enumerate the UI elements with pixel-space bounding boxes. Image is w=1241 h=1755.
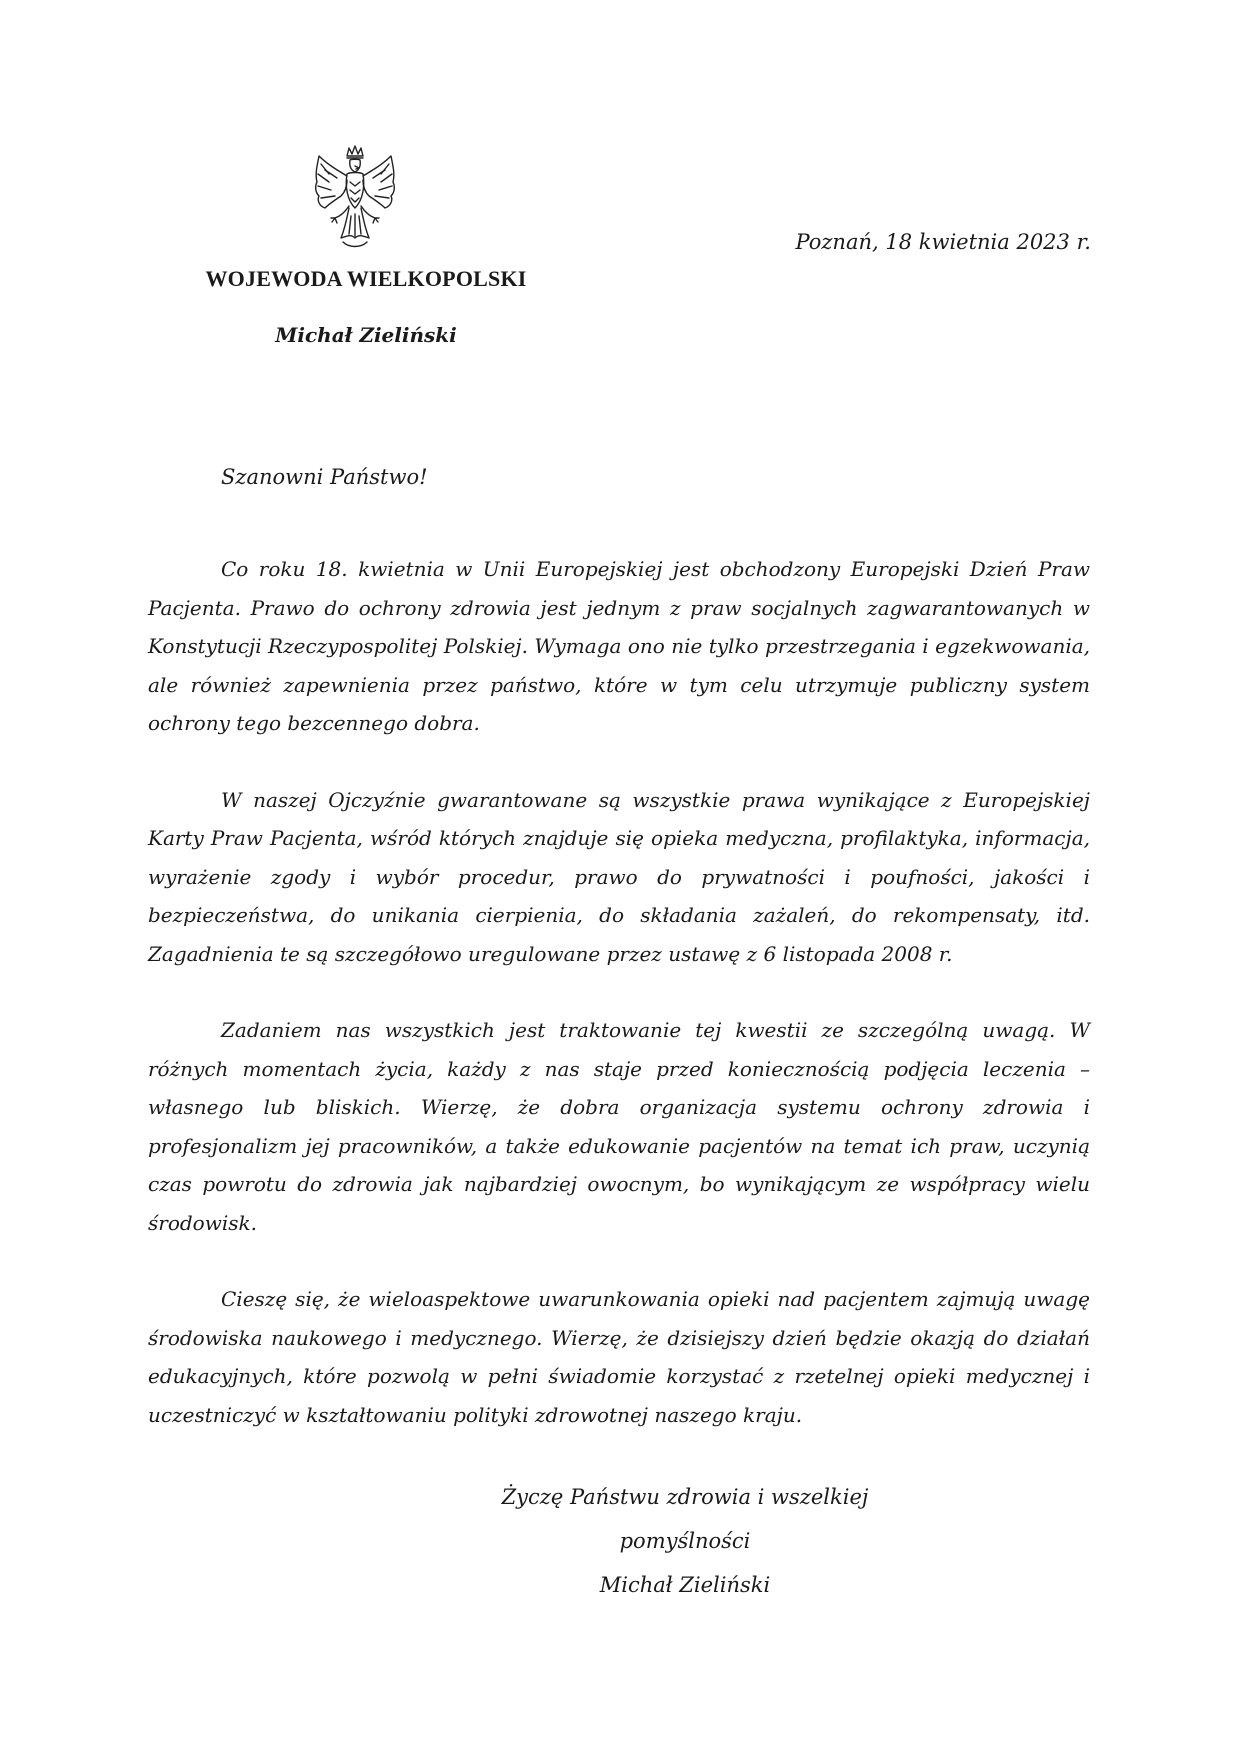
closing-block — [440, 1475, 930, 1607]
letter-body — [148, 550, 1090, 1472]
closing-wish: Życzę Państwu zdrowia i wszelkiej pomyślności — [501, 1485, 869, 1553]
closing-signature: Michał Zieliński — [599, 1573, 771, 1597]
paragraph: Cieszę się, że wieloaspektowe uwarunkowania opieki nad pacjentem zajmują uwagę środowiska naukowego i medycznego. Wierzę, że dzisiejszy dzień będzie okazją do działań edukacyjnych, które pozwolą w pełni świadomie korzystać z rzetelnej opieki medycznej i uczestniczyć w kształtowaniu polityki zdrowotnej naszego kraju. — [148, 1287, 1090, 1427]
paragraph: W naszej Ojczyźnie gwarantowane są wszystkie prawa wynikające z Europejskiej Karty Praw Pacjenta, wśród których znajduje się opieka medyczna, profilaktyka, informacja, wyrażenie zgody i wybór procedur, prawo do prywatności i poufności, jakości i bezpieczeństwa, do unikania cierpienia, do składania zażaleń, do rekompensaty, itd. Zagadnienia te są szczegółowo uregulowane przez ustawę z 6 listopada 2008 r. — [148, 787, 1090, 966]
letter-date: Poznań, 18 kwietnia 2023 r. — [795, 230, 1091, 254]
salutation: Szanowni Państwo! — [221, 465, 428, 489]
polish-eagle-emblem-icon — [305, 142, 405, 252]
sender-name: Michał Zieliński — [275, 323, 457, 347]
paragraph: Co roku 18. kwietnia w Unii Europejskiej jest obchodzony Europejski Dzień Praw Pacjenta. Prawo do ochrony zdrowia jest jednym z praw socjalnych zagwarantowanych w Konstytucji Rzeczypospolitej Polskiej. Wymaga ono nie tylko przestrzegania i egzekwowania, ale również zapewnienia przez państwo, które w tym celu utrzymuje publiczny system ochrony tego bezcennego dobra. — [148, 557, 1090, 735]
office-title: WOJEWODA WIELKOPOLSKI — [205, 266, 527, 291]
paragraph: Zadaniem nas wszystkich jest traktowanie tej kwestii ze szczególną uwagą. W różnych momentach życia, każdy z nas staje przed koniecznością podjęcia leczenia – własnego lub bliskich. Wierzę, że dobra organizacja systemu ochrony zdrowia i profesjonalizm jej pracowników, a także edukowanie pacjentów na temat ich praw, uczynią czas powrotu do zdrowia jak najbardziej owocnym, bo wynikającym ze współpracy wielu środowisk. — [148, 1018, 1090, 1235]
